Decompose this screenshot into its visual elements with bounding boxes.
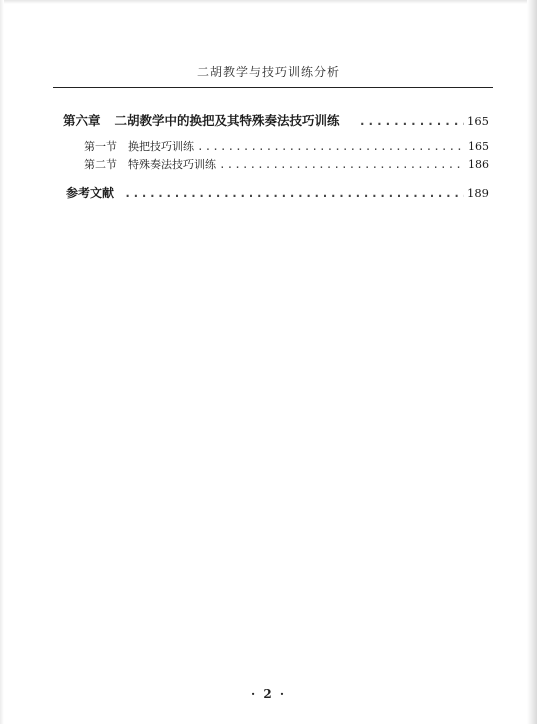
section-page-number: 165: [468, 140, 489, 153]
toc-section-entry: [84, 156, 489, 172]
dot-leader: [124, 186, 464, 200]
toc-section-entry: [84, 138, 489, 154]
section-label: 第一节: [84, 140, 117, 153]
scan-edge-left: [0, 0, 4, 724]
chapter-page-number: 165: [467, 114, 489, 128]
references-page-number: 189: [467, 186, 489, 200]
chapter-title: 二胡教学中的换把及其特殊奏法技巧训练: [114, 113, 340, 128]
dot-leader: [219, 158, 465, 171]
scan-edge-top: [0, 0, 537, 4]
scan-edge-right: [527, 0, 537, 724]
dot-leader: [197, 140, 465, 153]
references-title: 参考文献: [66, 186, 115, 200]
footer-page-number: · 2 ·: [250, 687, 287, 701]
dot-leader: [359, 113, 465, 128]
section-page-number: 186: [468, 158, 489, 171]
section-title: 换把技巧训练: [128, 140, 194, 153]
section-title: 特殊奏法技巧训练: [128, 158, 216, 171]
running-header: 二胡教学与技巧训练分析: [196, 65, 340, 79]
toc-chapter-entry: [63, 111, 489, 129]
chapter-label: 第六章: [63, 113, 101, 128]
header-rule: [53, 87, 493, 88]
section-label: 第二节: [84, 158, 117, 171]
toc-references-entry: [66, 184, 489, 201]
